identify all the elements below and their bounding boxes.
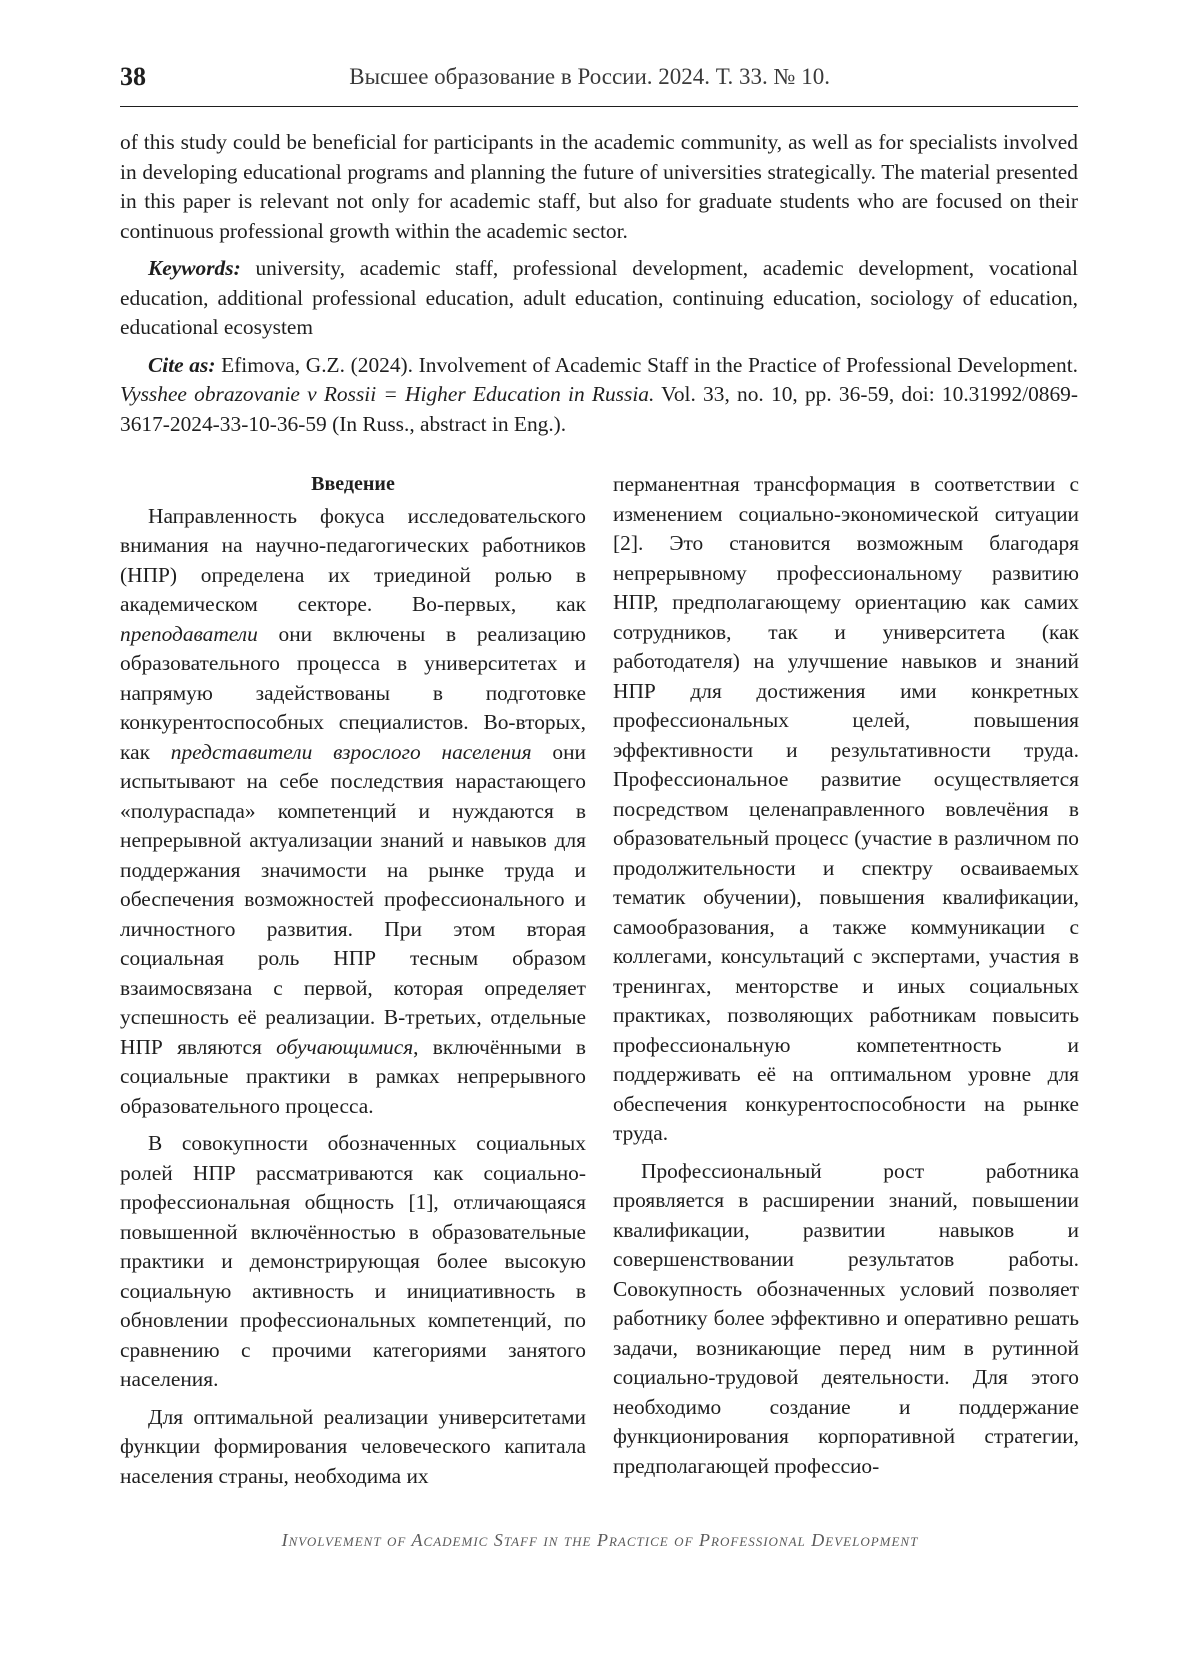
cite-label: Cite as: [148,352,216,377]
cite-journal: Vysshee obrazovanie v Rossii = Higher Education in Russia. [120,382,655,406]
citation-paragraph [120,351,1078,440]
text-run: Направленность фокуса исследовательского внимания на научно-педагогических работников (НПР) определена их триединой ролью в академическом секторе. Во-первых, как [120,503,586,616]
left-paragraph-2: В совокупности обозначенных социальных ролей НПР рассматриваются как социально-профессиональная общность [1], отличающаяся повышенной включённостью в образовательные практики и демонстрирующая более высокую социальную активность и инициативность в обновлении профессиональных компетенций, по сравнению с прочими категориями занятого населения. [120,1131,586,1391]
section-heading: Введение [311,473,395,495]
keywords-paragraph [120,254,1078,343]
text-run: они испытывают на себе последствия нарастающего «полураспада» компетенций и нуждаются в непрерывной актуализации знаний и навыков для поддержания значимости на рынке труда и обеспечения возможностей профессионального и личностного развития. При этом вторая социальная роль НПР тесным образом взаимосвязана с первой, которая определяет успешность её реализации. В-третьих, отдельные НПР являются [120,739,586,1059]
cite-text-1: Efimova, G.Z. (2024). Involvement of Academic Staff in the Practice of Professional Development. [215,352,1079,377]
right-paragraph-1: перманентная трансформация в соответствии с изменением социально-экономической ситуации [2]. Это становится возможным благодаря непрерывному профессиональному развитию НПР, предполагающему ориентацию как самих сотрудников, так и университета (как работодателя) на улучшение навыков и знаний НПР для достижения ими конкретных профессиональных целей, повышения эффективности и результативности труда. Профессиональное развитие осуществляется посредством целенаправленного вовлечёния в образовательный процесс (участие в различном по продолжительности и спектру осваиваемых тематик обучении), повышения квалификации, самообразования, а также коммуникации с коллегами, консультаций с экспертами, участия в тренингах, менторстве и иных социальных практиках, позволяющих работникам повысить профессиональную компетентность и поддерживать её на оптимальном уровне для обеспечения конкурентоспособности на рынке труда. [613,472,1079,1145]
text-run: они включены в реализацию образовательного процесса в университетах и напрямую задействованы в подготовке конкурентоспособных специалистов. Во-вторых, как [120,621,586,764]
right-paragraph-2: Профессиональный рост работника проявляется в расширении знаний, повышении квалификации, развитии навыков и совершенствовании результатов работы. Совокупность обозначенных условий позволяет работнику более эффективно и оперативно решать задачи, возникающие перед ним в рутинной социально-трудовой деятельности. Для этого необходимо создание и поддержание функционирования корпоративной стратегии, предполагающей профессио- [613,1158,1079,1478]
left-paragraph-1 [120,502,586,1122]
page-number: 38 [120,62,146,91]
abstract-continuation: of this study could be beneficial for participants in the academic community, as well as for specialists involved in developing educational programs and planning the future of universities strategically. The material presented in this paper is relevant not only for academic staff, but also for graduate students who are focused on their continuous professional growth within the academic sector. [120,130,1078,243]
cite-text-2: Vol. 33, no. 10, pp. 36-59, doi: 10.31992/0869-3617-2024-33-10-36-59 (In Russ., abstract in Eng.). [120,382,1078,436]
left-column [120,470,586,1499]
text-run: , включёнными в социальные практики в рамках непрерывного образовательного процесса. [120,1034,586,1118]
abstract-block [120,128,1078,447]
left-paragraph-3: Для оптимальной реализации университетами функции формирования человеческого капитала населения страны, необходима их [120,1404,586,1488]
emphasis-adult-population: представители взрослого населения [170,739,532,764]
right-column [613,470,1079,1489]
keywords-label: Keywords: [148,256,241,280]
page-header [120,62,1078,107]
keywords-text: university, academic staff, professional development, academic development, vocational education, additional professional education, adult education, continuing education, sociology of education, educational ecosystem [120,256,1078,339]
running-footer: Involvement of Academic Staff in the Practice of Professional Development [281,1530,919,1550]
journal-title: Высшее образование в России. 2024. Т. 33. № 10. [349,64,830,89]
emphasis-learners: обучающимися [276,1034,414,1059]
emphasis-teachers: преподаватели [120,621,258,646]
